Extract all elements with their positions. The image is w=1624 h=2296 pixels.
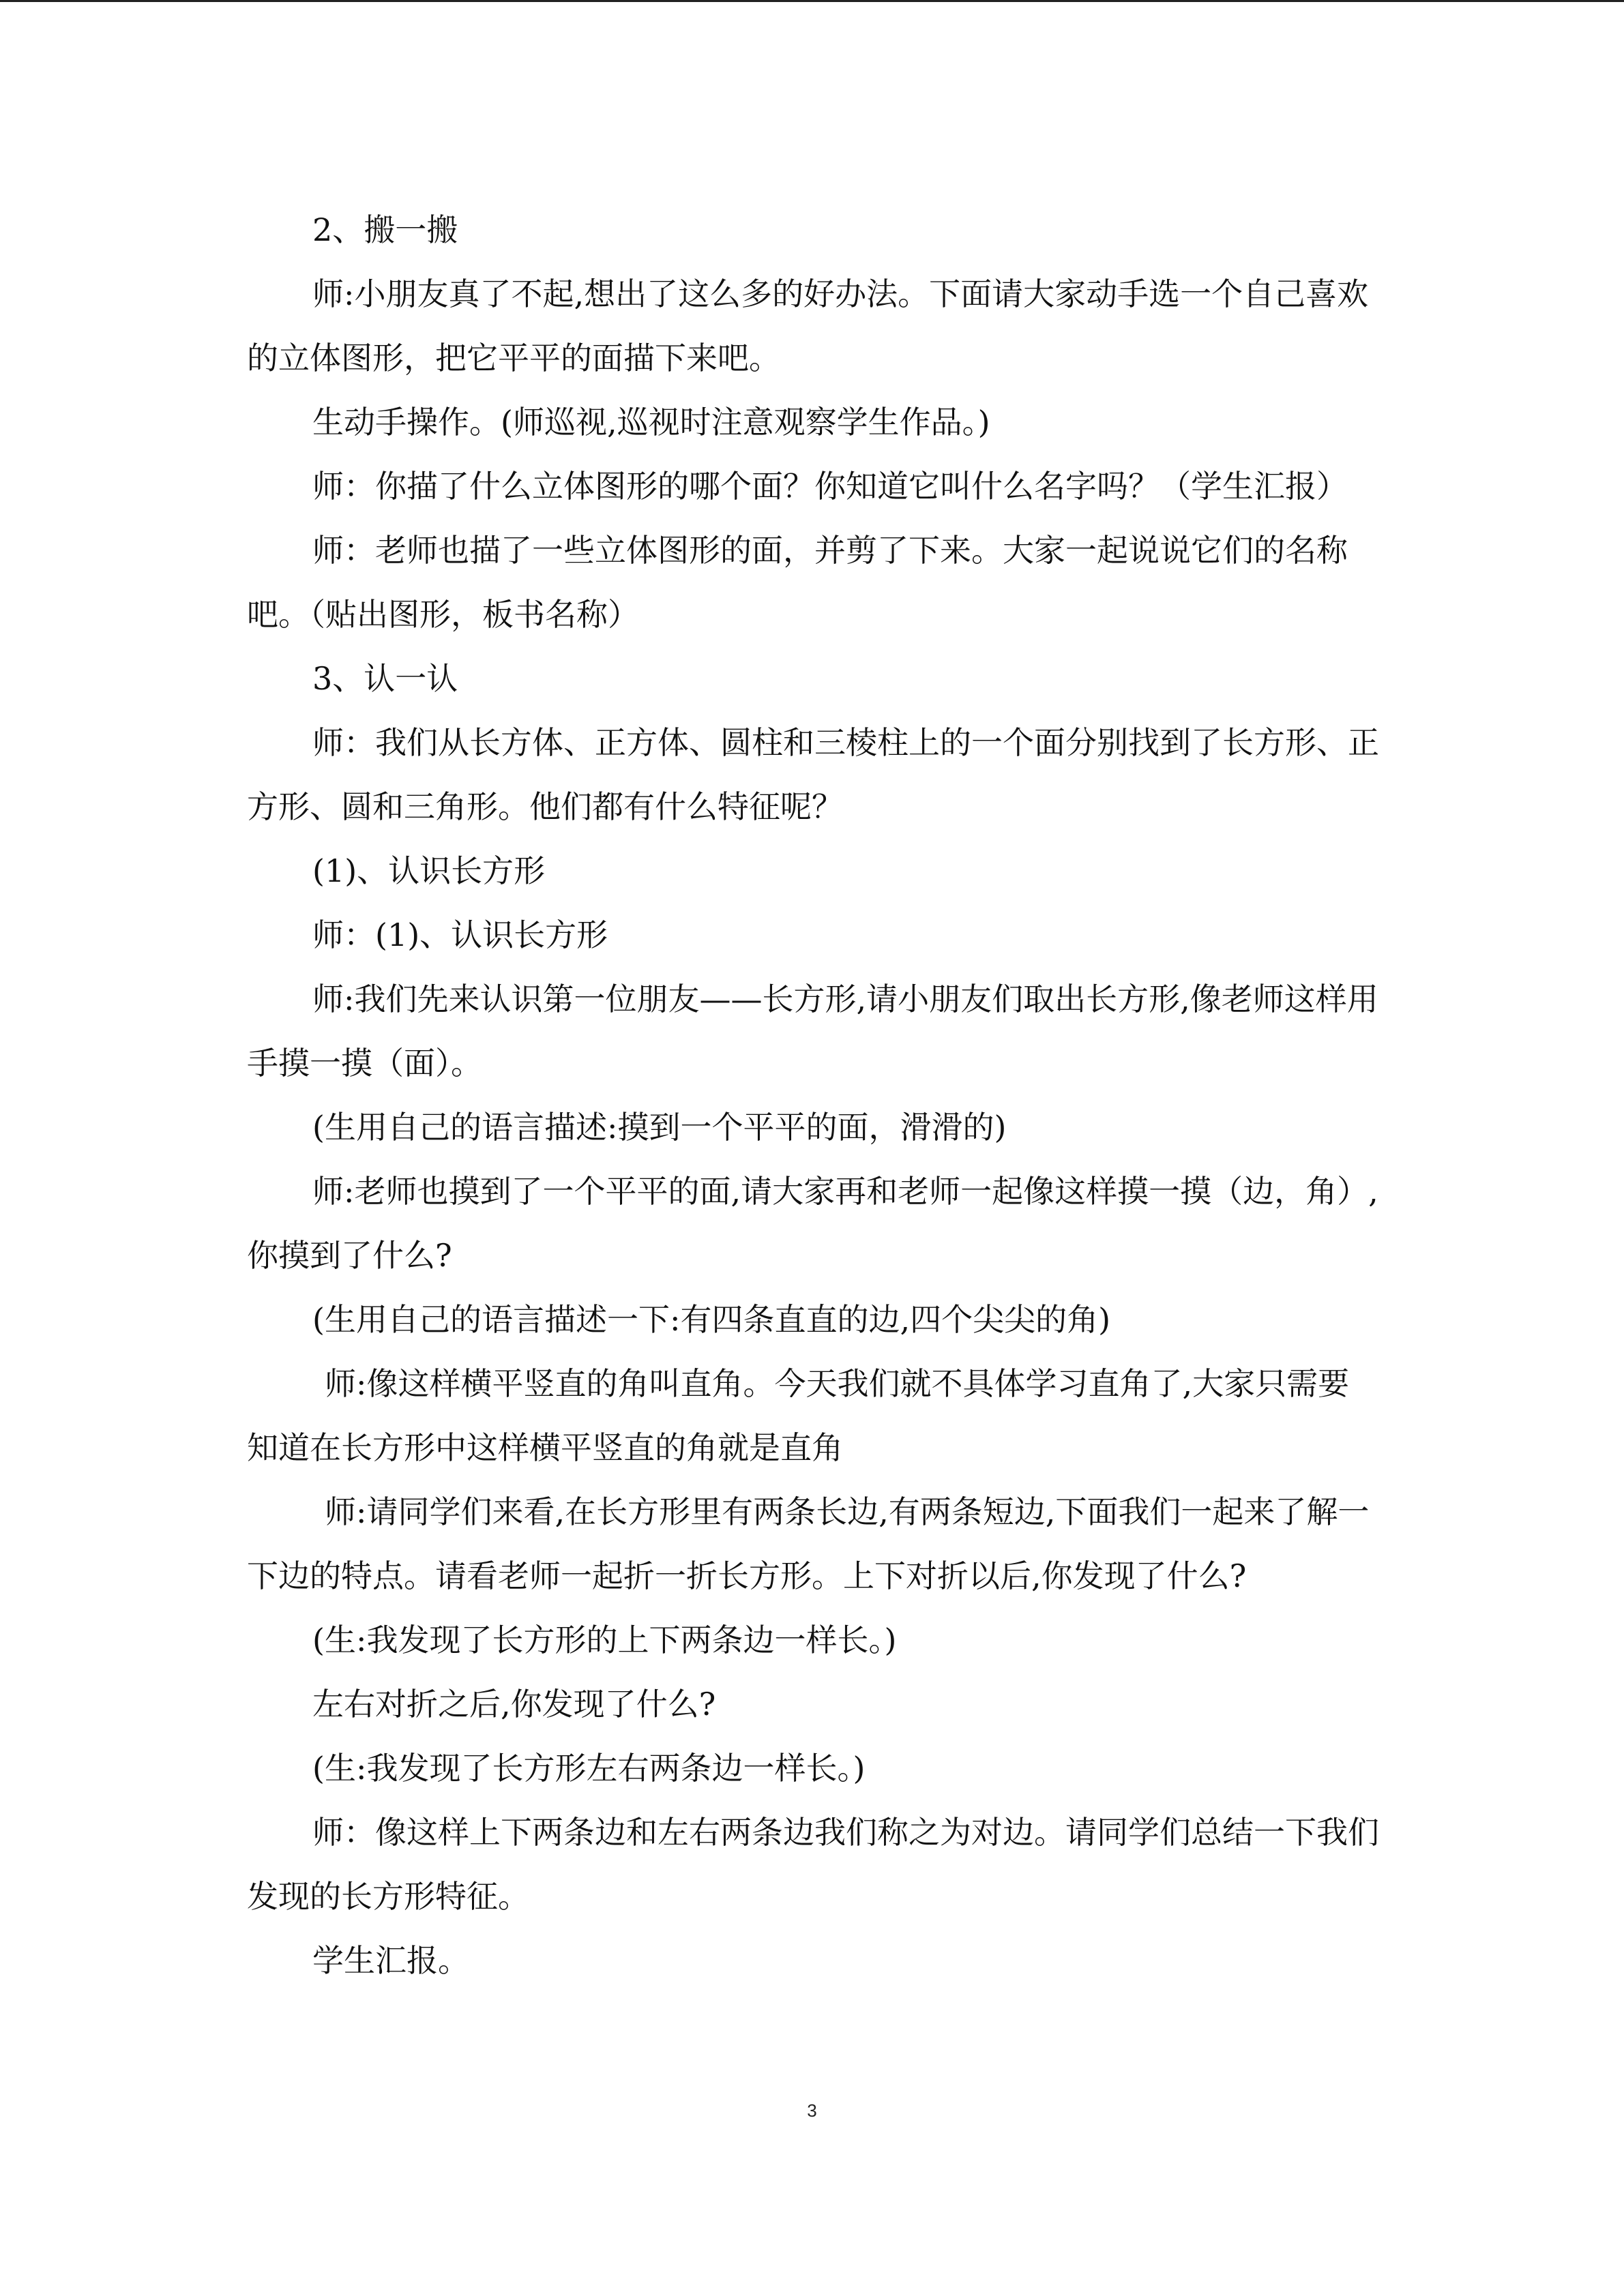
paragraph: (生用自己的语言描述一下:有四条直直的边,四个尖尖的角) [312,1301,1111,1338]
paragraph: 师:小朋友真了不起,想出了这么多的好办法。下面请大家动手选一个自己喜欢的立体图形，把它平平的面描下来吧。 [247,275,1369,376]
paragraph: (生:我发现了长方形左右两条边一样长。) [312,1750,866,1787]
page-top-border [0,0,1624,2]
paragraph: 师:我们先来认识第一位朋友——长方形,请小朋友们取出长方形,像老师这样用手摸一摸（面）。 [247,981,1378,1082]
paragraph: 师：老师也描了一些立体图形的面，并剪了下来。大家一起说说它们的名称吧。（贴出图形，板书名称） [247,532,1348,633]
paragraph: 师:请同学们来看,在长方形里有两条长边,有两条短边,下面我们一起来了解一下边的特点。请看老师一起折一折长方形。上下对折以后,你发现了什么? [247,1493,1370,1594]
paragraph: 生动手操作。(师巡视,巡视时注意观察学生作品。) [312,404,990,441]
document-body [247,198,1379,1993]
paragraph: 师：我们从长方体、正方体、圆柱和三棱柱上的一个面分别找到了长方形、正方形、圆和三角形。他们都有什么特征呢？ [247,724,1379,825]
paragraph: 师：(1)、认识长方形 [312,916,608,953]
paragraph-heading-2: 2、搬一搬 [312,211,458,248]
page-number: 3 [807,2100,817,2121]
paragraph: 师:老师也摸到了一个平平的面,请大家再和老师一起像这样摸一摸（边，角）,你摸到了什么? [247,1173,1378,1274]
paragraph: 师：你描了什么立体图形的哪个面？你知道它叫什么名字吗？（学生汇报） [312,468,1348,505]
paragraph-subheading: (1)、认识长方形 [312,852,546,889]
paragraph: 左右对折之后,你发现了什么? [312,1686,716,1723]
paragraph: 师:像这样横平竖直的角叫直角。今天我们就不具体学习直角了,大家只需要知道在长方形中这样横平竖直的角就是直角 [247,1365,1350,1466]
paragraph: (生:我发现了长方形的上下两条边一样长。) [312,1622,897,1658]
paragraph: (生用自己的语言描述:摸到一个平平的面，滑滑的) [312,1109,1007,1146]
paragraph-heading-3: 3、认一认 [312,660,458,697]
paragraph: 学生汇报。 [312,1942,469,1979]
paragraph: 师：像这样上下两条边和左右两条边我们称之为对边。请同学们总结一下我们发现的长方形特征。 [247,1814,1379,1915]
